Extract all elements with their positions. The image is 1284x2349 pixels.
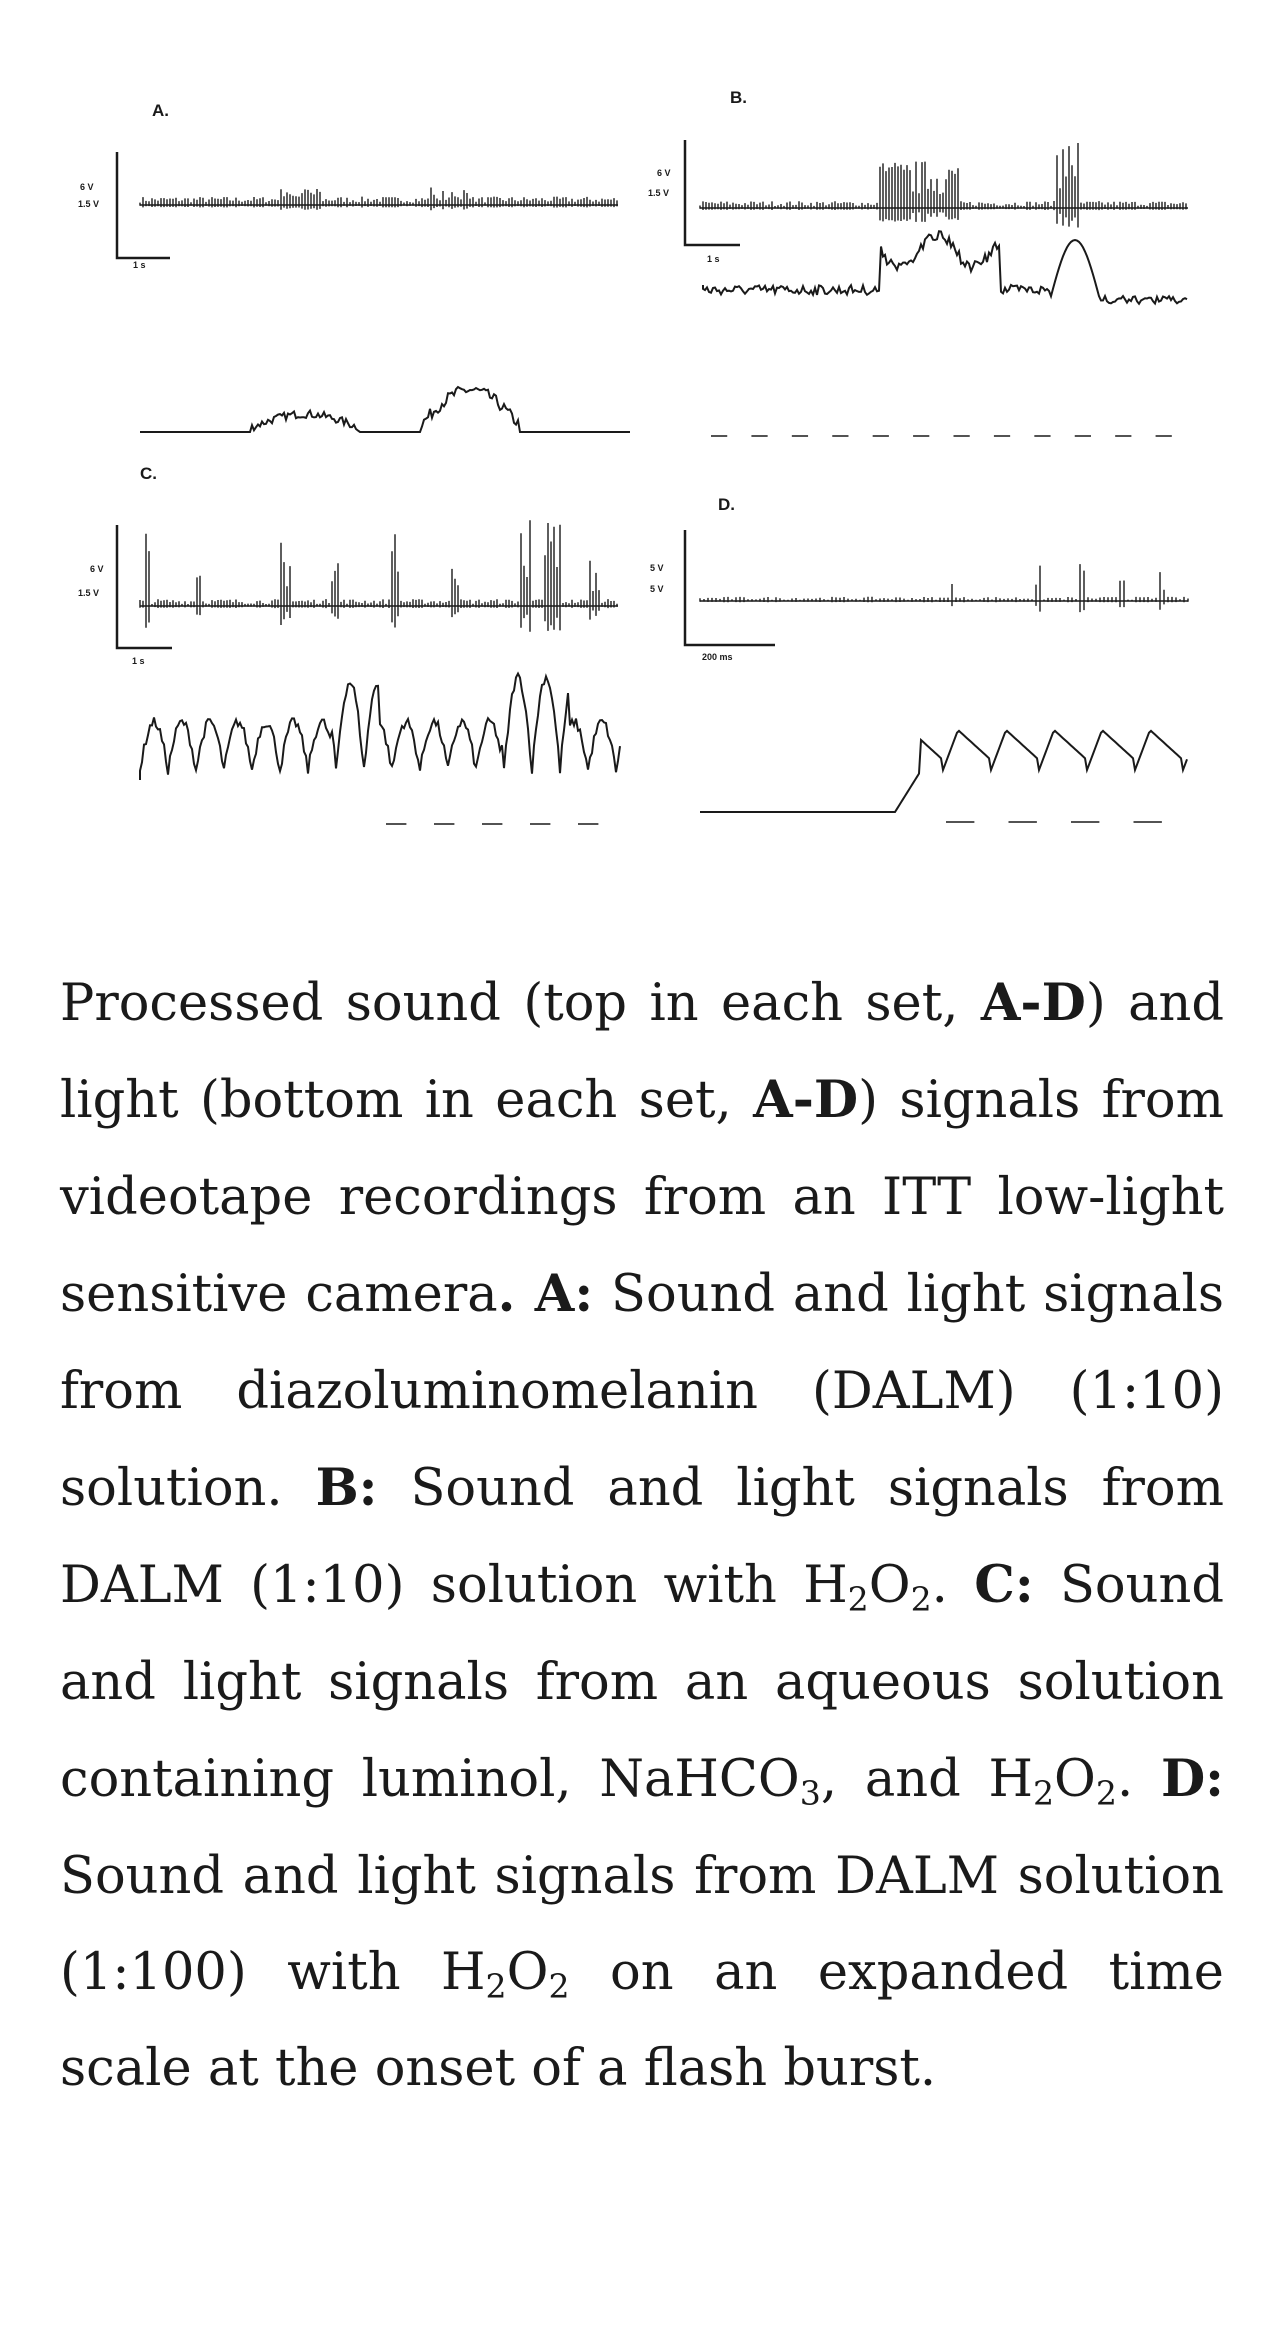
caption-text: . (1116, 1750, 1161, 1810)
caption-bold: A-D (753, 1070, 859, 1131)
caption-text: , and H (820, 1750, 1033, 1810)
panel-d-label: D. (718, 495, 735, 514)
panel-d-scale-v1: 5 V (650, 563, 664, 573)
figure-svg (0, 0, 1284, 900)
panel-a-scale-v2: 1.5 V (78, 199, 100, 209)
panel-d-sound-spikes (700, 564, 1188, 612)
panel-c-scale-v2: 1.5 V (78, 588, 100, 598)
caption-bold: A-D (980, 973, 1086, 1033)
panel-d-sound-trace (700, 564, 1188, 612)
panel-a-scale-v1: 6 V (80, 182, 94, 192)
panel-b-sound-spikes (700, 143, 1186, 228)
panel-d-scale-t: 200 ms (702, 652, 733, 662)
panel-a-sound-trace (140, 188, 618, 211)
panel-c-sound-trace (140, 520, 618, 631)
caption-subscript: 2 (1095, 1773, 1117, 1813)
caption-subscript: 2 (1032, 1773, 1055, 1813)
caption-text: ) and light (bottom in each set, (60, 974, 1224, 1131)
panel-c-label: C. (140, 464, 157, 483)
panel-a (78, 101, 630, 432)
panel-a-scale-t: 1 s (133, 260, 146, 270)
oscilloscope-figure (0, 0, 1284, 900)
caption-subscript: 2 (910, 1579, 932, 1619)
caption-text: Sound and light signals from DALM (1:10) solution with H (60, 1459, 1224, 1616)
caption-text: Processed sound (top in each set, (60, 974, 981, 1033)
panel-c-scale-bar (117, 525, 172, 648)
caption-text: ) signals from videotape recordings from an ITT low-light sensitive camera (60, 1071, 1224, 1325)
caption-subscript: 2 (847, 1579, 869, 1619)
caption-bold: C: (974, 1555, 1034, 1616)
panel-d (650, 495, 1188, 822)
panel-a-sound-spikes (140, 188, 617, 211)
panel-b-sound-trace (700, 143, 1188, 228)
caption-bold: D: (1160, 1749, 1224, 1810)
caption-subscript: 2 (548, 1966, 570, 2006)
panel-a-light-trace (140, 387, 630, 432)
caption-text: Sound and light signals from an aqueous solution containing luminol, NaHCO (60, 1556, 1224, 1810)
caption-subscript: 3 (799, 1773, 821, 1813)
caption-text: O (506, 1943, 549, 2003)
caption-text: . (931, 1556, 975, 1616)
panel-d-light-trace (700, 731, 1187, 812)
figure-caption (60, 955, 1224, 2118)
panel-b-scale-t: 1 s (707, 254, 720, 264)
panel-b-scale-v2: 1.5 V (648, 188, 670, 198)
panel-a-label: A. (152, 101, 169, 120)
panel-c-scale-t: 1 s (132, 656, 145, 666)
caption-text: on an expanded time scale at the onset of a flash burst. (60, 1943, 1224, 2099)
panel-d-scale-v2: 5 V (650, 584, 664, 594)
caption-text: Sound and light signals from DALM solution (1:100) with H (60, 1846, 1224, 2003)
caption-text: Sound and light signals from diazoluminomelanin (DALM) (1:10) solution. (60, 1265, 1224, 1519)
panel-b (648, 88, 1188, 436)
panel-c-light-trace (140, 674, 620, 780)
caption-bold: . A: (497, 1264, 594, 1325)
panel-c-sound-spikes (140, 520, 617, 631)
panel-c (78, 464, 620, 824)
panel-b-light-trace (703, 231, 1187, 304)
caption-text: O (868, 1556, 911, 1616)
panel-b-scale-bar (685, 140, 740, 245)
panel-d-scale-bar (685, 530, 775, 645)
panel-b-scale-v1: 6 V (657, 168, 671, 178)
caption-text: O (1054, 1750, 1096, 1810)
caption-bold: B: (315, 1458, 378, 1519)
caption-subscript: 2 (485, 1966, 507, 2006)
panel-c-scale-v1: 6 V (90, 564, 104, 574)
panel-b-label: B. (730, 88, 747, 107)
